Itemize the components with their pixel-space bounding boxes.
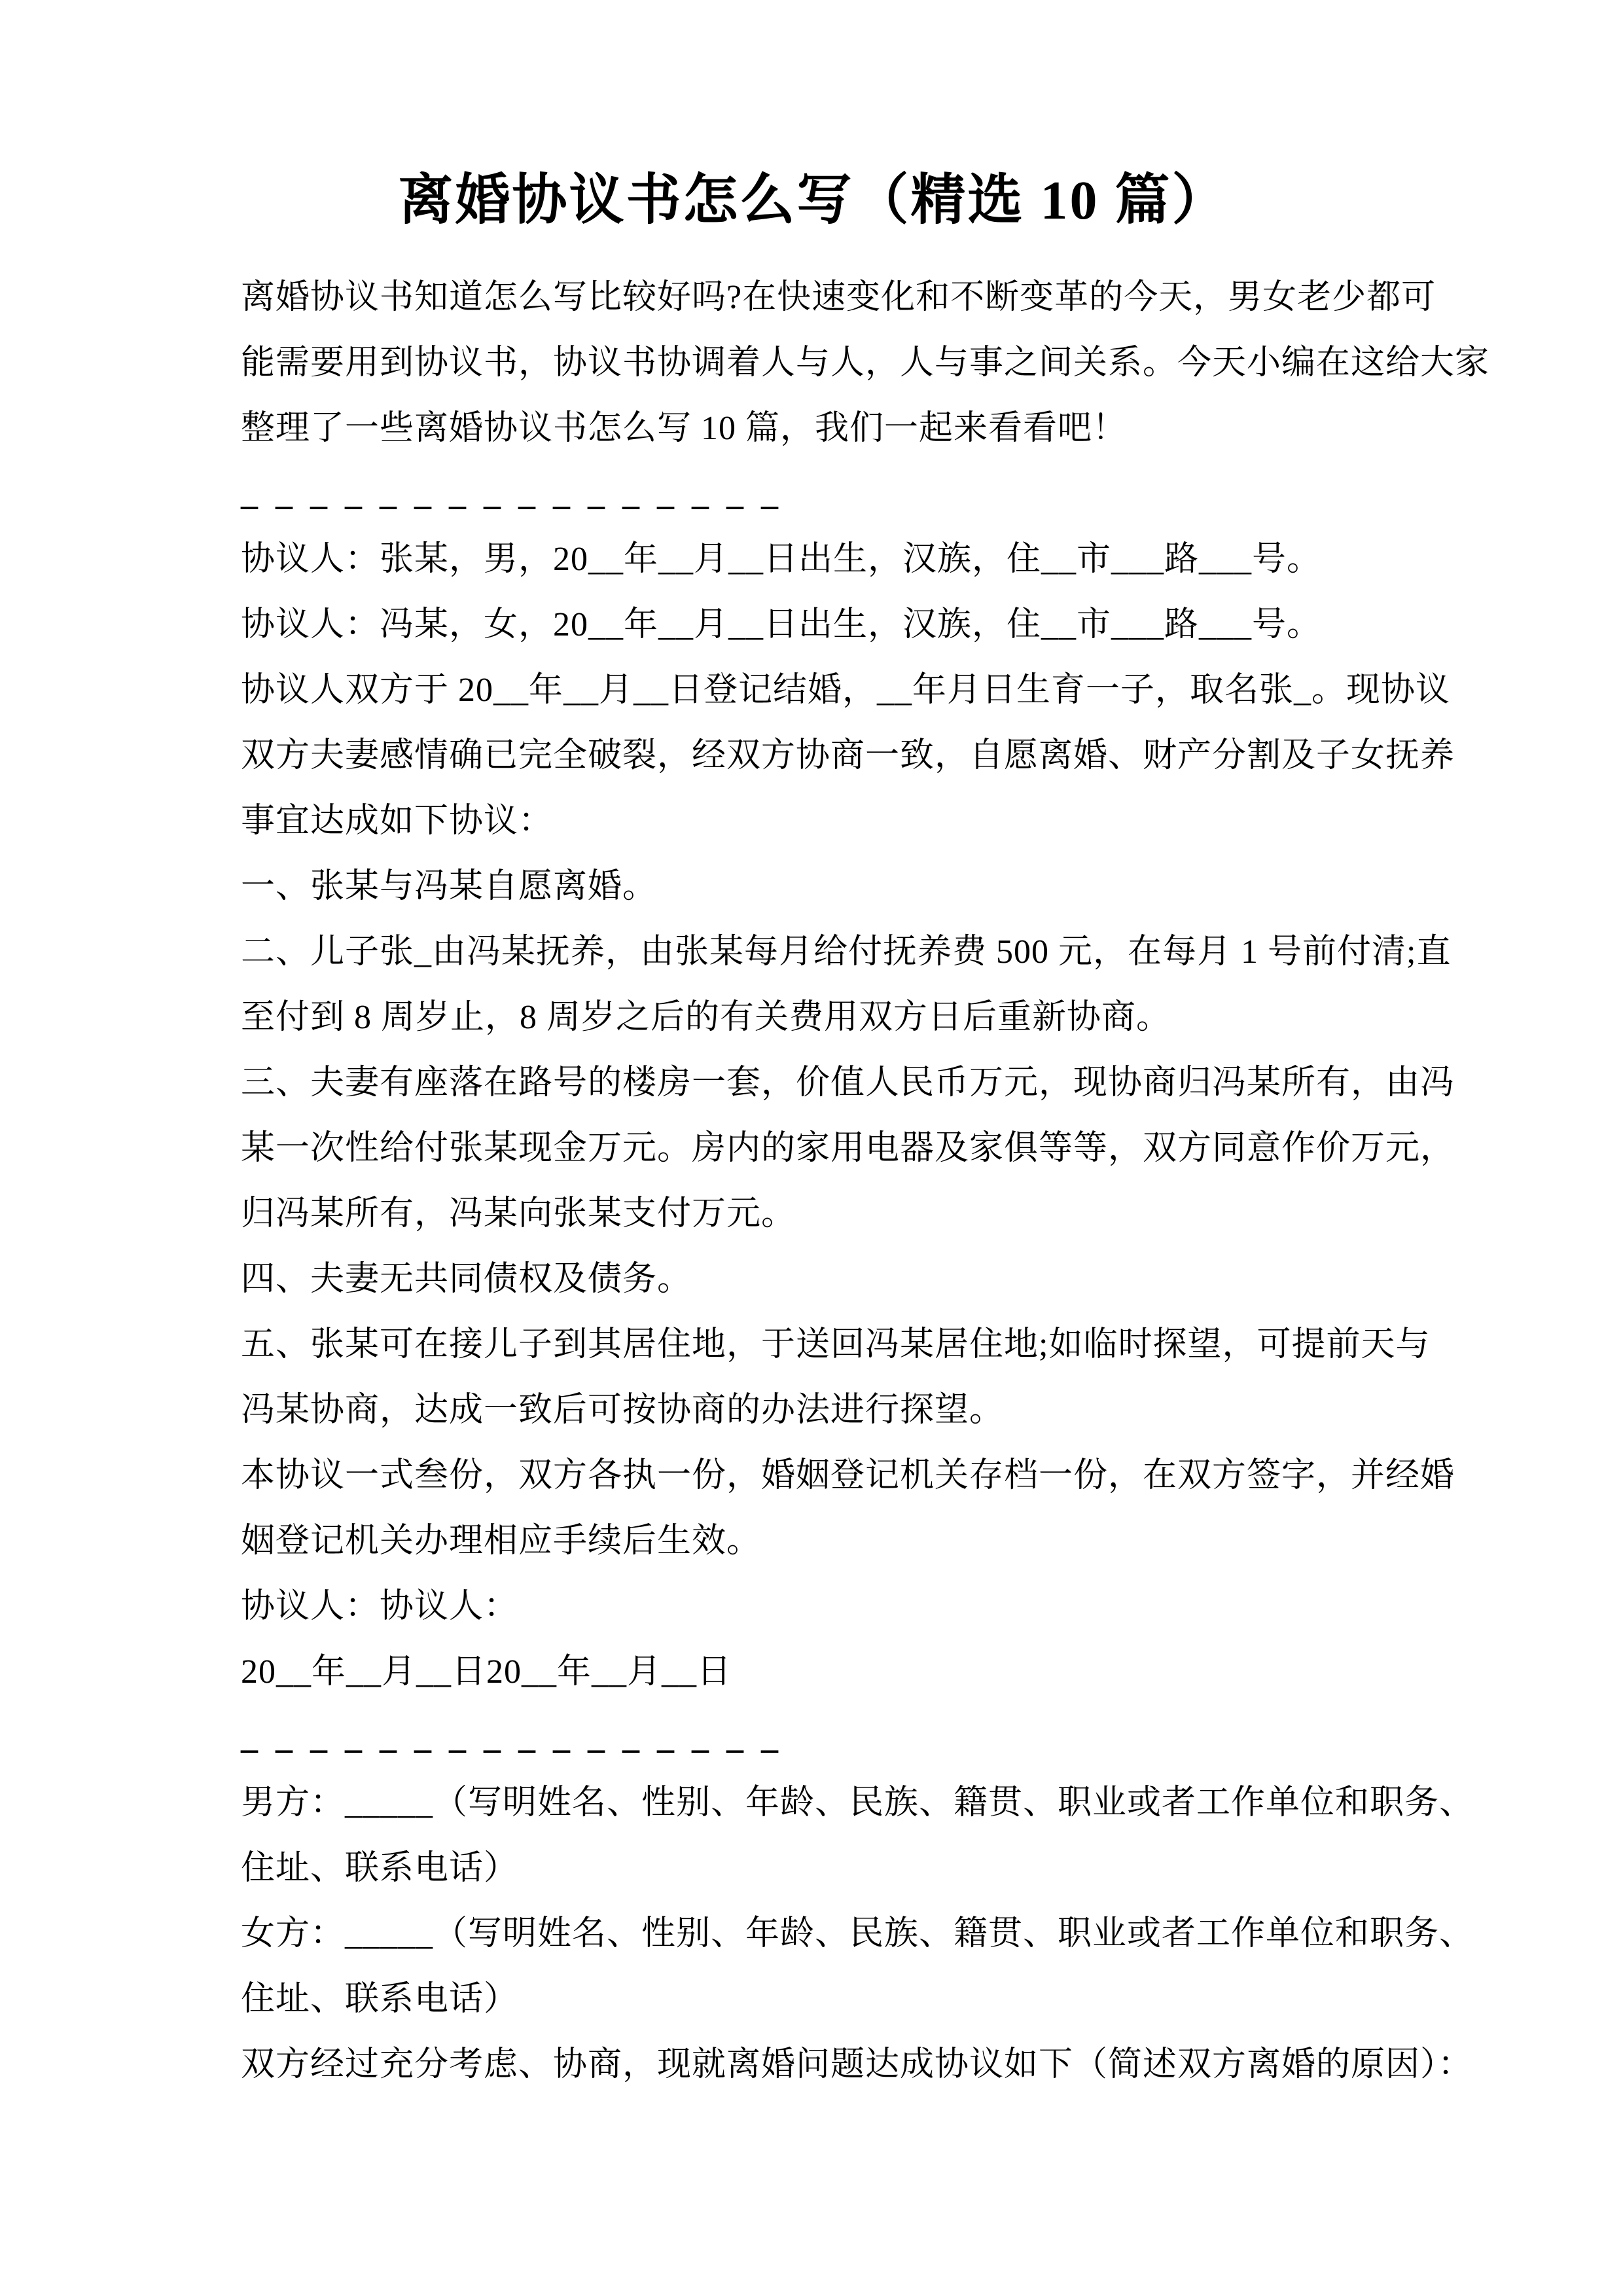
- separator-line: ________________: [241, 475, 796, 513]
- text-line: 男方：_____（写明姓名、性别、年龄、民族、籍贯、职业或者工作单位和职务、: [241, 1784, 1474, 1822]
- text-line: 本协议一式叁份，双方各执一份，婚姻登记机关存档一份，在双方签字，并经婚: [241, 1457, 1455, 1495]
- text-line: 能需要用到协议书，协议书协调着人与人，人与事之间关系。今天小编在这给大家: [241, 344, 1490, 382]
- text-line: 协议人双方于 20__年__月__日登记结婚，__年月日生育一子，取名张_。现协议: [241, 672, 1451, 709]
- text-line: 20__年__月__日20__年__月__日: [241, 1653, 732, 1691]
- text-line: 四、夫妻无共同债权及债务。: [241, 1261, 692, 1299]
- text-line: 离婚协议书知道怎么写比较好吗?在快速变化和不断变革的今天，男女老少都可: [241, 279, 1436, 317]
- text-line: 三、夫妻有座落在路号的楼房一套，价值人民币万元，现协商归冯某所有，由冯: [241, 1064, 1455, 1102]
- document-title: 离婚协议书怎么写（精选 10 篇）: [398, 170, 1229, 231]
- text-line: 住址、联系电话）: [241, 1850, 519, 1888]
- text-line: 协议人：张某，男，20__年__月__日出生，汉族，住__市___路___号。: [241, 541, 1322, 579]
- text-line: 归冯某所有，冯某向张某支付万元。: [241, 1195, 796, 1233]
- text-line: 协议人：协议人：: [241, 1588, 519, 1626]
- separator-line: ________________: [241, 1719, 796, 1757]
- text-line: 女方：_____（写明姓名、性别、年龄、民族、籍贯、职业或者工作单位和职务、: [241, 1915, 1474, 1953]
- text-line: 某一次性给付张某现金万元。房内的家用电器及家俱等等，双方同意作价万元，: [241, 1130, 1455, 1168]
- text-line: 双方经过充分考虑、协商，现就离婚问题达成协议如下（简述双方离婚的原因）：: [241, 2046, 1473, 2084]
- text-line: 二、儿子张_由冯某抚养，由张某每月给付抚养费 500 元，在每月 1 号前付清;直: [241, 933, 1452, 971]
- text-line: 事宜达成如下协议：: [241, 802, 554, 840]
- text-line: 住址、联系电话）: [241, 1981, 519, 2018]
- text-line: 协议人：冯某，女，20__年__月__日出生，汉族，住__市___路___号。: [241, 606, 1322, 644]
- text-line: 整理了一些离婚协议书怎么写 10 篇，我们一起来看看吧！: [241, 410, 1128, 448]
- text-line: 姻登记机关办理相应手续后生效。: [241, 1522, 762, 1560]
- text-line: 冯某协商，达成一致后可按协商的办法进行探望。: [241, 1391, 1005, 1429]
- text-line: 五、张某可在接儿子到其居住地，于送回冯某居住地;如临时探望，可提前天与: [241, 1326, 1431, 1364]
- text-line: 一、张某与冯某自愿离婚。: [241, 868, 658, 906]
- text-line: 至付到 8 周岁止，8 周岁之后的有关费用双方日后重新协商。: [241, 999, 1171, 1037]
- text-line: 双方夫妻感情确已完全破裂，经双方协商一致，自愿离婚、财产分割及子女抚养: [241, 737, 1455, 775]
